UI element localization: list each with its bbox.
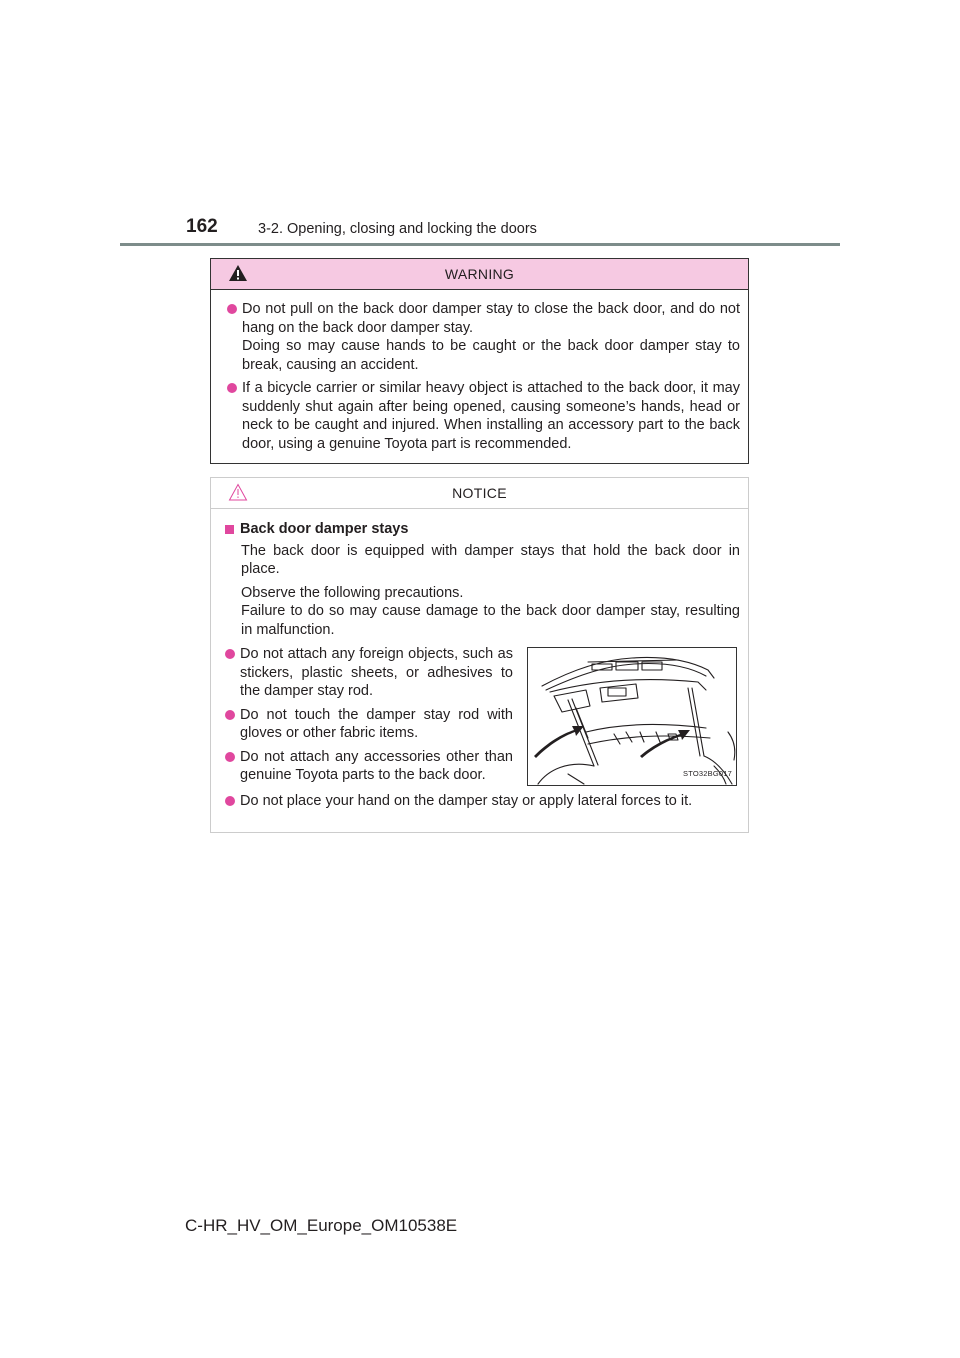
warning-header: [211, 259, 748, 290]
notice-item-text: Do not touch the damper stay rod with gloves or other fabric items.: [240, 706, 513, 741]
notice-item: [225, 706, 513, 743]
warning-title: WARNING: [444, 266, 515, 282]
notice-item: [225, 792, 740, 811]
header-rule: [120, 243, 840, 246]
section-title: 3-2. Opening, closing and locking the doors: [258, 221, 537, 237]
notice-item-text: Do not attach any foreign objects, such as stickers, plastic sheets, or adhesives to the damper stay rod.: [240, 646, 513, 699]
figure-code: STO32BG017: [683, 768, 732, 778]
warning-triangle-icon: [228, 264, 248, 282]
damper-stay-illustration: [527, 647, 737, 786]
bullet-icon: [225, 710, 235, 720]
notice-split: [225, 645, 740, 790]
notice-paragraph: Observe the following precautions.: [241, 584, 464, 601]
notice-paragraph: The back door is equipped with damper stays that hold the back door in place.: [241, 542, 740, 577]
warning-item-text: Doing so may cause hands to be caught or the back door damper stay to break, causing an accident.: [242, 338, 740, 373]
document-code: C-HR_HV_OM_Europe_OM10538E: [185, 1216, 458, 1235]
notice-box: [210, 477, 749, 833]
warning-body: [211, 290, 748, 453]
warning-item-text: If a bicycle carrier or similar heavy object is attached to the back door, it may suddenly shut again after being opened, causing someone’s hands, head or neck to be caught and injured. When installing an accessory part to the back door, using a genuine Toyota part is recommended.: [242, 380, 740, 452]
notice-header: [211, 478, 748, 509]
notice-title: NOTICE: [452, 485, 507, 501]
notice-item-text: Do not place your hand on the damper stay or apply lateral forces to it.: [240, 792, 693, 809]
notice-subheading: Back door damper stays: [225, 520, 740, 539]
warning-item: [227, 379, 740, 453]
bullet-icon: [225, 649, 235, 659]
notice-paragraph: Failure to do so may cause damage to the back door damper stay, resulting in malfunction.: [241, 603, 740, 638]
bullet-icon: [225, 752, 235, 762]
warning-box: [210, 258, 749, 464]
notice-item-text: Do not attach any accessories other than genuine Toyota parts to the back door.: [240, 748, 513, 783]
notice-triangle-icon: [228, 483, 248, 501]
warning-item-text: Do not pull on the back door damper stay to close the back door, and do not hang on the back door damper stay.: [242, 301, 740, 336]
warning-item: [227, 300, 740, 374]
notice-body: [211, 509, 748, 810]
bullet-icon: [225, 796, 235, 806]
square-bullet-icon: [225, 525, 234, 534]
page-number: 162: [186, 216, 218, 237]
bullet-icon: [227, 304, 237, 314]
notice-item: [225, 748, 513, 785]
notice-item: [225, 645, 513, 701]
bullet-icon: [227, 383, 237, 393]
